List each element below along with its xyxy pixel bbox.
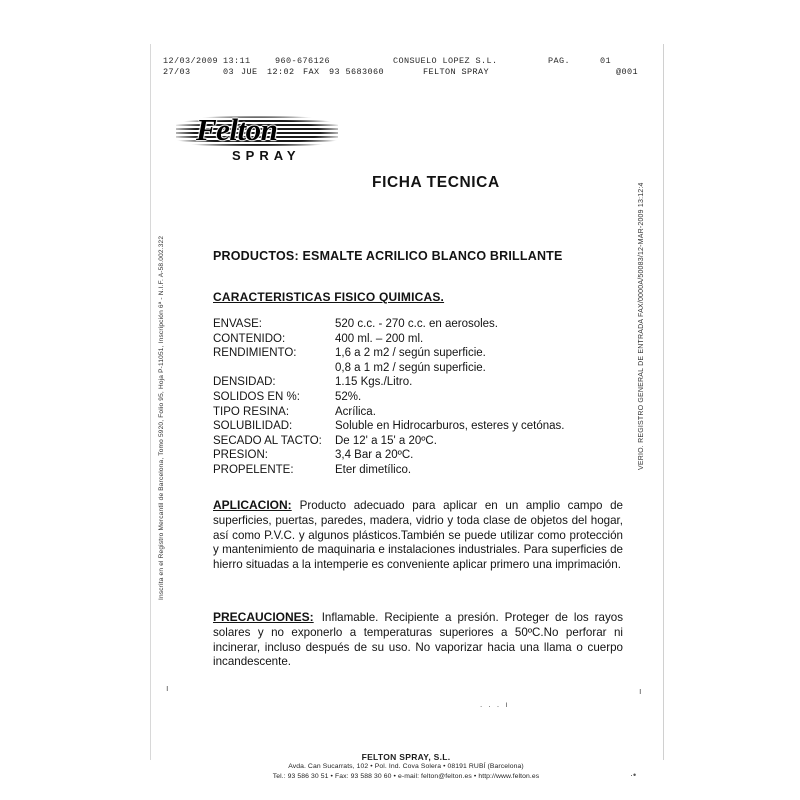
precauciones-heading: PRECAUCIONES: [213,610,314,624]
fax-day-2: JUE [241,67,258,77]
fax-date: 12/03/2009 [163,56,219,66]
fax-page-label: PAG. [548,56,571,66]
fax-number: 960-676126 [275,56,331,66]
spec-value: 520 c.c. - 270 c.c. en aerosoles. [335,318,499,330]
fax-header-line-1 [163,56,653,67]
spec-label: PRESION: [213,449,268,462]
table-row [213,405,633,420]
fax-time: 13:11 [223,56,251,66]
spec-label: RENDIMIENTO: [213,347,297,360]
table-row [213,332,633,347]
spec-value: Soluble en Hidrocarburos, esteres y cetónas. [335,420,565,433]
left-margin-note: Inscrita en el Registro Mercantil de Barcelona, Tomo 5920, Folio 95, Hoja P-11051, Inscripción 6ª - N.I.F. A-58.002.322 [158,235,165,600]
table-row [213,463,633,478]
spec-value: 400 ml. – 200 ml. [335,332,424,345]
characteristics-heading: CARACTERISTICAS FISICO QUIMICAS. [213,290,445,304]
table-row [213,434,633,449]
logo-wordmark: Felton [196,112,278,147]
fax-number-2: 93 5683060 [329,67,385,77]
page-title: FICHA TECNICA [372,174,500,191]
spec-label: ENVASE: [213,318,262,330]
scan-artifact-left: ı [166,683,169,693]
product-name: ESMALTE ACRILICO BLANCO BRILLANTE [302,249,563,263]
logo-subtitle: SPRAY [232,148,301,163]
fax-sender: FELTON SPRAY [423,67,490,77]
table-row [213,390,633,405]
spec-value: 3,4 Bar a 20ºC. [335,449,414,462]
aplicacion-section [213,498,623,573]
scan-artifact-center: . . . ı [480,700,510,709]
scan-artifact-right: ı [639,686,642,696]
aplicacion-heading: APLICACION: [213,498,292,512]
fax-recipient: CONSUELO LOPEZ S.L. [393,56,498,66]
footer-contact: Tel.: 93 586 30 51 • Fax: 93 588 30 60 • e-mail: felton@felton.es • http://www.felton.es [272,772,540,780]
spec-label: SECADO AL TACTO: [213,434,322,447]
right-margin-registry-stamp: VERIO. REGISTRO GENERAL DE ENTRADA FAX/0000A/50083/12-MAR-2009 13:12:4 [638,182,645,470]
aplicacion-text: Producto adecuado para aplicar en un amplio campo de superficies, puertas, paredes, madera, vidrio y toda clase de objetos del hogar, así como P.V.C. y algunos plásticos.También se puede utilizar como protección y mantenimiento de maquinaria e instalaciones industriales. Para superficies de hierro situadas a la intemperie es conveniente aplicar primero una imprimación. [213,499,623,572]
spec-value: Eter dimetílico. [335,463,412,476]
precauciones-text: Inflamable. Recipiente a presión. Proteger de los rayos solares y no exponerlo a temperaturas superiores a 50ºC.No perforar ni incinerar, incluso después de su uso. No vaporizar hacia una llama o cuerpo incandescente. [213,611,623,669]
precauciones-body [213,610,623,670]
spec-label: SOLUBILIDAD: [213,420,293,433]
fax-date-2: 27/03 [163,67,191,77]
product-label: PRODUCTOS: [213,249,299,263]
table-row [213,419,633,434]
fax-page-number: 01 [600,56,612,66]
scan-artifact-bottom: ·• [630,770,637,780]
spec-value: 0,8 a 1 m2 / según superficie. [335,361,486,374]
precauciones-section [213,610,623,670]
spec-value: Acrílica. [335,405,376,418]
table-row [213,346,633,361]
spec-label: PROPELENTE: [213,463,294,476]
product-line [213,249,563,263]
spec-label: TIPO RESINA: [213,405,290,418]
table-row [213,448,633,463]
fax-counter: @001 [615,67,638,77]
spec-value: 1.15 Kgs./Litro. [335,376,413,389]
spec-value: 1,6 a 2 m2 / según superficie. [335,347,486,360]
fax-time-2: 12:02 [267,67,295,77]
footer-address: Avda. Can Sucarrats, 102 • Pol. Ind. Cova Solera • 08191 RUBÍ (Barcelona) [288,763,524,770]
table-row [213,361,633,376]
spec-label: DENSIDAD: [213,376,276,389]
spec-value: 52%. [335,390,362,403]
fax-header-line-2 [163,67,653,78]
spec-value: De 12' a 15' a 20ºC. [335,434,437,447]
table-row [213,317,633,332]
aplicacion-body [213,498,623,573]
specifications-table [213,317,633,478]
fax-label-2: FAX [303,67,320,77]
brand-logo [176,112,346,170]
document-footer [150,752,662,781]
spec-label: SOLIDOS EN %: [213,390,300,403]
fax-year-2: 03 [223,67,235,77]
footer-company: FELTON SPRAY, S.L. [361,752,451,762]
table-row [213,375,633,390]
spec-label: CONTENIDO: [213,332,286,345]
fax-header [163,56,653,78]
